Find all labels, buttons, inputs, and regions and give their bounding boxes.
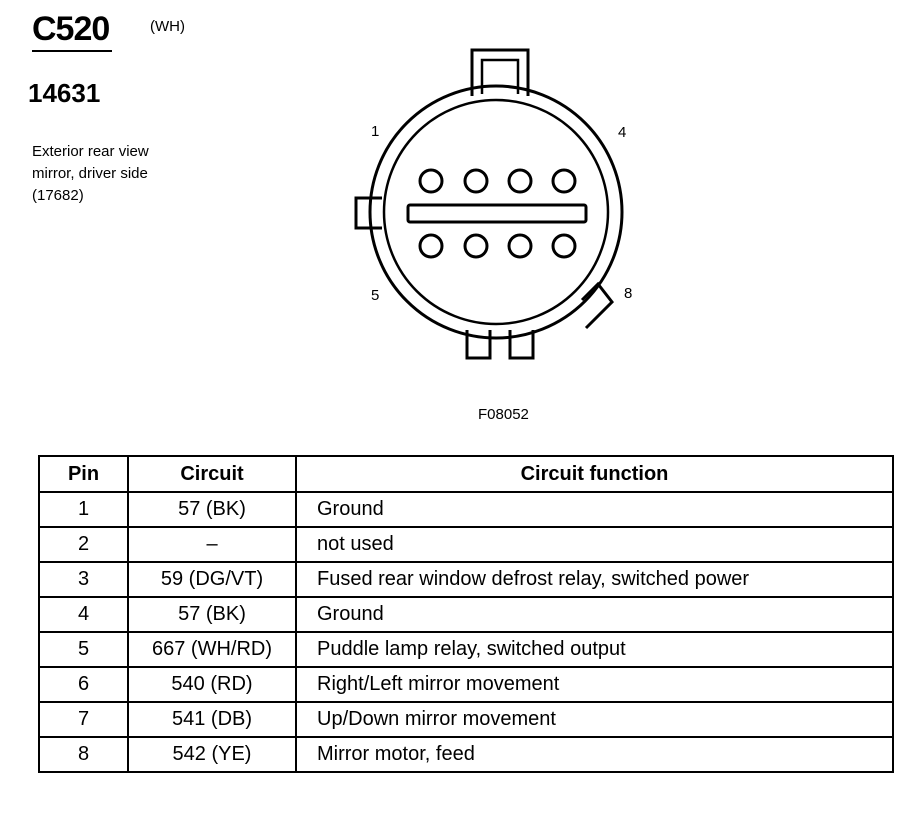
pin-label-5: 5 — [371, 287, 380, 304]
pin-cavity — [420, 170, 442, 192]
connector-color: (WH) — [150, 18, 185, 35]
connector-center-bar — [408, 205, 586, 222]
part-number: 14631 — [28, 78, 101, 108]
description-line: (17682) — [32, 187, 84, 204]
function-cell: Up/Down mirror movement — [296, 702, 893, 737]
table-row — [39, 527, 893, 562]
pin-cell: 2 — [39, 527, 128, 562]
table-row — [39, 667, 893, 702]
circuit-cell: 57 (BK) — [128, 492, 296, 527]
function-cell: Fused rear window defrost relay, switched power — [296, 562, 893, 597]
description-line: Exterior rear view — [32, 143, 149, 160]
function-cell: Right/Left mirror movement — [296, 667, 893, 702]
function-cell: Mirror motor, feed — [296, 737, 893, 772]
pin-cell: 7 — [39, 702, 128, 737]
pin-cell: 1 — [39, 492, 128, 527]
table-row — [39, 597, 893, 632]
connector-latch-top-inner — [482, 60, 518, 94]
pin-cavity — [509, 170, 531, 192]
circuit-cell: 540 (RD) — [128, 667, 296, 702]
pinout-table — [38, 455, 894, 773]
column-header-circuit: Circuit — [128, 456, 296, 492]
pin-cavity — [553, 170, 575, 192]
circuit-cell: 541 (DB) — [128, 702, 296, 737]
table-row — [39, 562, 893, 597]
pin-cell: 5 — [39, 632, 128, 667]
column-header-pin: Pin — [39, 456, 128, 492]
figure-code: F08052 — [478, 406, 529, 423]
circuit-cell: 667 (WH/RD) — [128, 632, 296, 667]
pin-cell: 4 — [39, 597, 128, 632]
circuit-cell: – — [128, 527, 296, 562]
pin-cavity — [465, 170, 487, 192]
pin-cell: 8 — [39, 737, 128, 772]
connector-key-right — [582, 284, 612, 328]
pin-label-1: 1 — [371, 123, 380, 140]
circuit-cell: 57 (BK) — [128, 597, 296, 632]
table-row — [39, 737, 893, 772]
pin-cell: 6 — [39, 667, 128, 702]
pin-cavity — [553, 235, 575, 257]
description-line: mirror, driver side — [32, 165, 148, 182]
pin-cavity — [420, 235, 442, 257]
table-row — [39, 632, 893, 667]
column-header-function: Circuit function — [296, 456, 893, 492]
pin-label-8: 8 — [624, 285, 633, 302]
connector-id: C520 — [32, 10, 110, 48]
pin-label-4: 4 — [618, 124, 627, 141]
title-underline — [32, 50, 112, 52]
connector-inner-shell — [384, 100, 608, 324]
table-row — [39, 702, 893, 737]
pin-cell: 3 — [39, 562, 128, 597]
connector-face-diagram — [340, 38, 660, 368]
function-cell: not used — [296, 527, 893, 562]
function-cell: Puddle lamp relay, switched output — [296, 632, 893, 667]
circuit-cell: 59 (DG/VT) — [128, 562, 296, 597]
connector-description — [32, 141, 149, 207]
function-cell: Ground — [296, 597, 893, 632]
circuit-cell: 542 (YE) — [128, 737, 296, 772]
function-cell: Ground — [296, 492, 893, 527]
pin-cavity — [509, 235, 531, 257]
pin-cavity — [465, 235, 487, 257]
table-header-row — [39, 456, 893, 492]
table-row — [39, 492, 893, 527]
